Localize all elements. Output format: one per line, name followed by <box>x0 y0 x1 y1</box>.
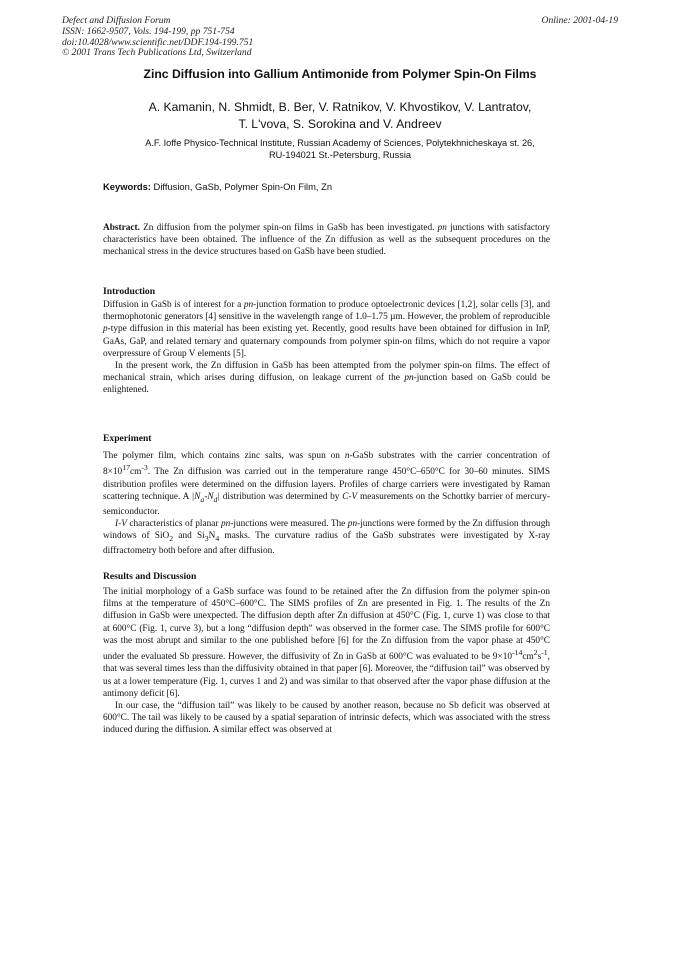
abstract-label: Abstract. <box>103 223 140 233</box>
keywords <box>103 181 618 192</box>
abstract <box>103 222 550 259</box>
affiliation-line-2: RU-194021 St.-Petersburg, Russia <box>269 149 411 160</box>
abstract-text-cont: junctions with satisfactory characteristics have been obtained. The influence of the Zn diffusion as well as the subsequent procedures on the mechanical stress in the device structures based on GaSb have been studied. <box>103 223 551 258</box>
journal-issn: ISSN: 1662-9507, Vols. 194-199, pp 751-754 <box>62 25 235 37</box>
results-paragraph-1: The initial morphology of a GaSb surface was found to be retained after the Zn diffusion from the polymer spin-on films at the temperature of 450°C–600°C. The SIMS profiles of Zn are presented in Fig. 1. The results of the Zn diffusion in GaSb were unexpected. The diffusion depth after Zn diffusion at 450°C (Fig. 1, curve 1) was close to that at 600°C (Fig. 1, curve 3), but a long “diffusion depth” was observed in the former case. The SIMS profile for 600°C was the most abrupt and similar to the one published before [6] for the Zn diffusion from the vapor phase at 450°C under the evaluated Sb pressure. However, the diffusivity of Zn in GaSb at 600°C was evaluated to be $9\times 10^{-14}cm^2s^{-1}$, that was several times less than the diffusivity obtained in that paper [6]. Moreover, the “diffusion tail” was observed by us at a lower temperature (Fig. 1, curves 1 and 2) and was similar to that observed after the vapor phase diffusion at the antimony deficit [6]. <box>103 587 550 699</box>
intro-paragraph-1: Diffusion in GaSb is of interest for a pn-junction formation to produce optoelectronic devices [1,2], solar cells [3], and thermophotonic generators [4] sensitive in the wavelength range of 1.0–1.75 µm. However, the problem of reproducible p-type diffusion in this material has been existing yet. Recently, good results have been obtained for diffusion in InP, GaAs, GaP, and related ternary and quaternary compounds from polymer spin-on films, which do not require a vapor overpressure of Group V elements [5]. <box>103 300 550 359</box>
author-list <box>62 99 618 133</box>
paper-title: Zinc Diffusion into Gallium Antimonide from Polymer Spin-On Films <box>143 67 537 81</box>
affiliation-line-1: A.F. Ioffe Physico-Technical Institute, Russian Academy of Sciences, Polytekhnicheskaya st. 26, <box>145 138 535 148</box>
experiment-body <box>103 450 550 557</box>
intro-paragraph-2: In the present work, the Zn diffusion in GaSb has been attempted from the polymer spin-on films. The effect of mechanical strain, which arises during diffusion, on leakage current of the pn-junction based on GaSb could be enlightened. <box>103 361 550 396</box>
exp-paragraph-2: I-V characteristics of planar pn-junctions were measured. The pn-junctions were formed by the Zn diffusion through windows of SiO$_2$ and $Si_3N_4$ masks. The curvature radius of the GaSb substrates were investigated by X-ray diffractometry both before and after diffusion. <box>103 518 551 557</box>
keywords-text: Diffusion, GaSb, Polymer Spin-On Film, Zn <box>153 181 333 192</box>
authors-line-1: A. Kamanin, N. Shmidt, B. Ber, V. Ratnikov, V. Khvostikov, V. Lantratov, <box>148 100 532 114</box>
journal-doi: doi:10.4028/www.scientific.net/DDF.194-199.751 <box>62 36 254 48</box>
section-heading-results: Results and Discussion <box>103 571 197 582</box>
section-heading-introduction: Introduction <box>103 286 156 297</box>
journal-copyright: © 2001 Trans Tech Publications Ltd, Switzerland <box>62 47 252 59</box>
abstract-pn: pn <box>437 223 447 233</box>
online-date: Online: 2001-04-19 <box>541 15 618 26</box>
results-body <box>103 586 550 737</box>
keywords-label: Keywords: <box>103 181 151 192</box>
authors-line-2: T. L'vova, S. Sorokina and V. Andreev <box>238 117 442 131</box>
introduction-body <box>103 299 550 397</box>
abstract-text: Zn diffusion from the polymer spin-on films in GaSb has been investigated. <box>143 223 435 233</box>
affiliation <box>62 138 618 161</box>
journal-name: Defect and Diffusion Forum <box>62 15 171 26</box>
results-paragraph-2: In our case, the “diffusion tail” was likely to be caused by another reason, because no Sb deficit was observed at 600°C. The tail was likely to be caused by a spatial separation of intrinsic defects, which was associated with the stress induced during the diffusion. A similar effect was observed at <box>103 700 550 736</box>
exp-paragraph-1: The polymer film, which contains zinc salts, was spun on n-GaSb substrates with the carrier concentration of $8\times 10^{17}cm^{-3}$. The Zn diffusion was carried out in the temperature range 450°C–650°C for 30–60 minutes. SIMS distribution profiles were determined on the diffusion layers. Profiles of charge carriers were investigated by Raman scattering technique. A $|N_a-N_d|$ distribution was determined by C-V measurements on the Schottky barrier of mercury-semiconductor. <box>103 451 551 517</box>
section-heading-experiment: Experiment <box>103 433 152 444</box>
journal-header <box>62 16 618 59</box>
